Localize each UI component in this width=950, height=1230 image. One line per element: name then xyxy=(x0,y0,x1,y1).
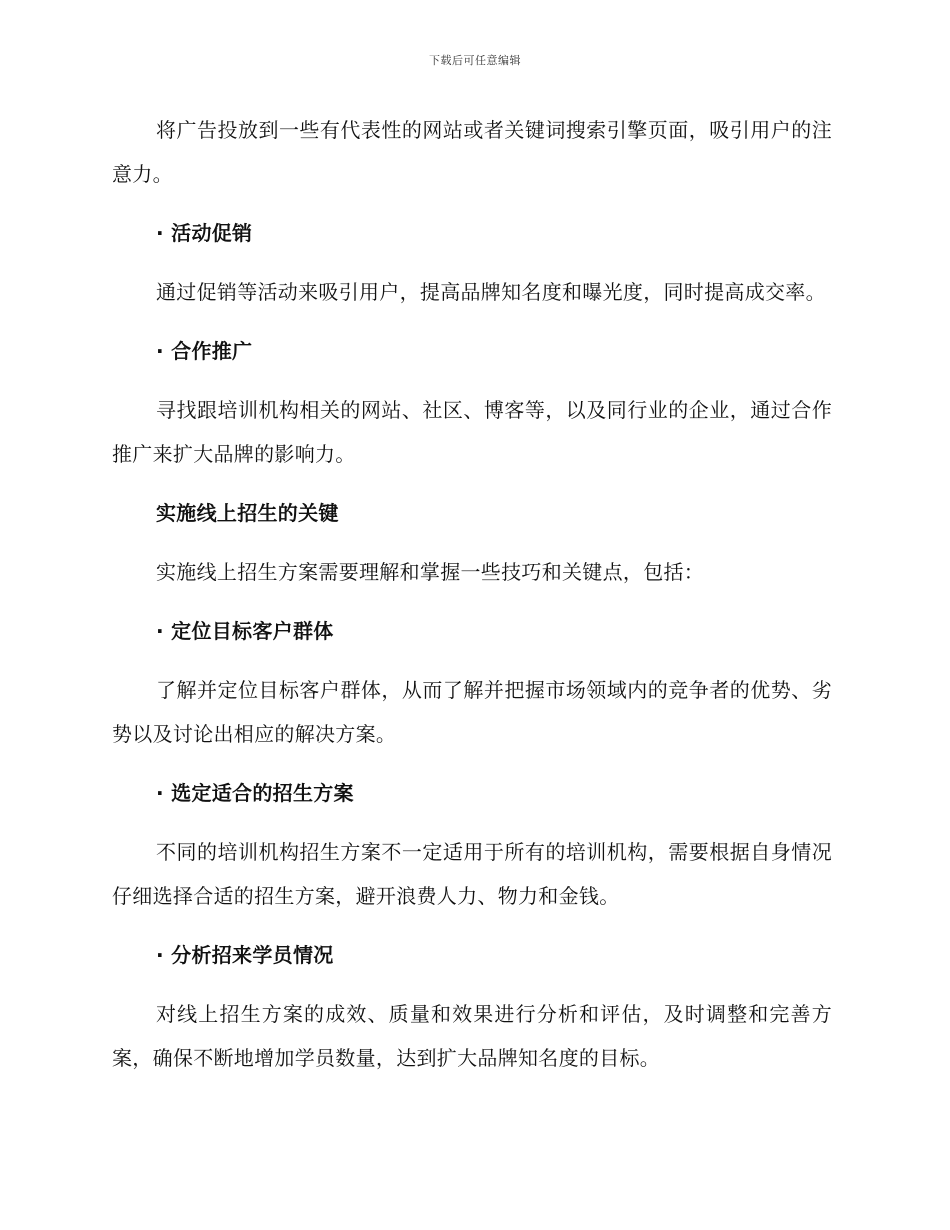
paragraph-analyze-students: 对线上招生方案的成效、质量和效果进行分析和评估，及时调整和完善方案，确保不断地增加学员数量，达到扩大品牌知名度的目标。 xyxy=(112,1002,832,1070)
paragraph-cooperation: 寻找跟培训机构相关的网站、社区、博客等，以及同行业的企业，通过合作推广来扩大品牌的影响力。 xyxy=(112,398,832,466)
paragraph-ad-placement: 将广告投放到一些有代表性的网站或者关键词搜索引擎页面，吸引用户的注意力。 xyxy=(112,118,832,186)
page-header: 下载后可任意编辑 xyxy=(429,54,521,67)
heading-promotion: · 活动促销 xyxy=(156,221,253,245)
heading-cooperation: · 合作推广 xyxy=(156,339,253,363)
paragraph-promotion: 通过促销等活动来吸引用户，提高品牌知名度和曝光度，同时提高成交率。 xyxy=(156,280,826,304)
heading-implementation-keys: 实施线上招生的关键 xyxy=(156,501,339,525)
heading-choose-plan: · 选定适合的招生方案 xyxy=(156,781,354,805)
document-body xyxy=(112,108,832,1095)
paragraph-choose-plan: 不同的培训机构招生方案不一定适用于所有的培训机构，需要根据自身情况仔细选择合适的招生方案，避开浪费人力、物力和金钱。 xyxy=(112,840,832,908)
paragraph-target-customers: 了解并定位目标客户群体，从而了解并把握市场领域内的竞争者的优势、劣势以及讨论出相应的解决方案。 xyxy=(112,678,832,746)
heading-analyze-students: · 分析招来学员情况 xyxy=(156,943,334,967)
paragraph-implementation-intro: 实施线上招生方案需要理解和掌握一些技巧和关键点，包括： xyxy=(156,560,705,584)
heading-target-customers: · 定位目标客户群体 xyxy=(156,619,334,643)
